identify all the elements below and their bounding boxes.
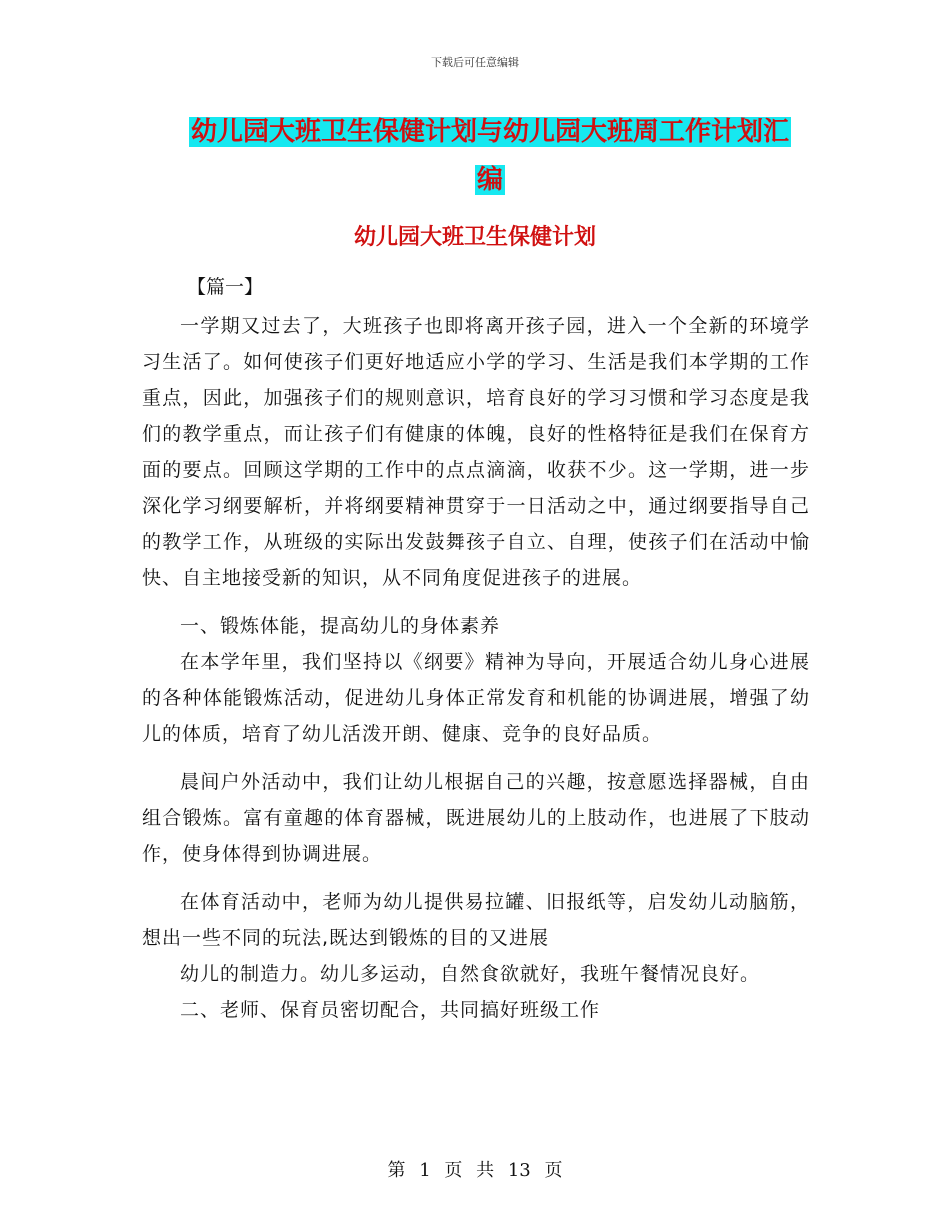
main-title-line2: 编: [476, 165, 503, 195]
paragraph: 晨间户外活动中，我们让幼儿根据自己的兴趣，按意愿选择器械，自由组合锻炼。富有童趣的体育器械，既进展幼儿的上肢动作，也进展了下肢动作，使身体得到协调进展。: [142, 771, 810, 865]
paragraph: 一学期又过去了，大班孩子也即将离开孩子园，进入一个全新的环境学习生活了。如何使孩子们更好地适应小学的学习、生活是我们本学期的工作重点，因此，加强孩子们的规则意识，培育良好的学习习惯和学习态度是我们的教学重点，而让孩子们有健康的体魄，良好的性格特征是我们在保育方面的要点。回顾这学期的工作中的点点滴滴，收获不少。这一学期，进一步深化学习纲要解析，并将纲要精神贯穿于一日活动之中，通过纲要指导自己的教学工作，从班级的实际出发鼓舞孩子自立、自理，使孩子们在活动中愉快、自主地接受新的知识，从不同角度促进孩子的进展。: [142, 315, 810, 589]
page-footer: 第 1 页 共 13 页: [387, 1160, 563, 1181]
paragraph: 在本学年里，我们坚持以《纲要》精神为导向，开展适合幼儿身心进展的各种体能锻炼活动，促进幼儿身体正常发育和机能的协调进展，增强了幼儿的体质，培育了幼儿活泼开朗、健康、竞争的良好品质。: [142, 651, 810, 745]
paragraph: 在体育活动中，老师为幼儿提供易拉罐、旧报纸等，启发幼儿动脑筋，想出一些不同的玩法,既达到锻炼的目的又进展: [142, 891, 810, 949]
main-title-line1: 幼儿园大班卫生保健计划与幼儿园大班周工作计划汇: [190, 117, 789, 147]
paragraph: 幼儿的制造力。幼儿多运动，自然食欲就好，我班午餐情况良好。: [180, 963, 761, 985]
paragraph: 二、老师、保育员密切配合，共同搞好班级工作: [180, 999, 601, 1021]
paragraph: 一、锻炼体能，提高幼儿的身体素养: [180, 615, 501, 637]
main-title: [150, 108, 830, 204]
section-tag: 【篇一】: [187, 276, 264, 298]
header-note: 下载后可任意编辑: [431, 56, 519, 69]
sub-title: 幼儿园大班卫生保健计划: [353, 225, 596, 250]
body-text: [142, 308, 810, 1028]
